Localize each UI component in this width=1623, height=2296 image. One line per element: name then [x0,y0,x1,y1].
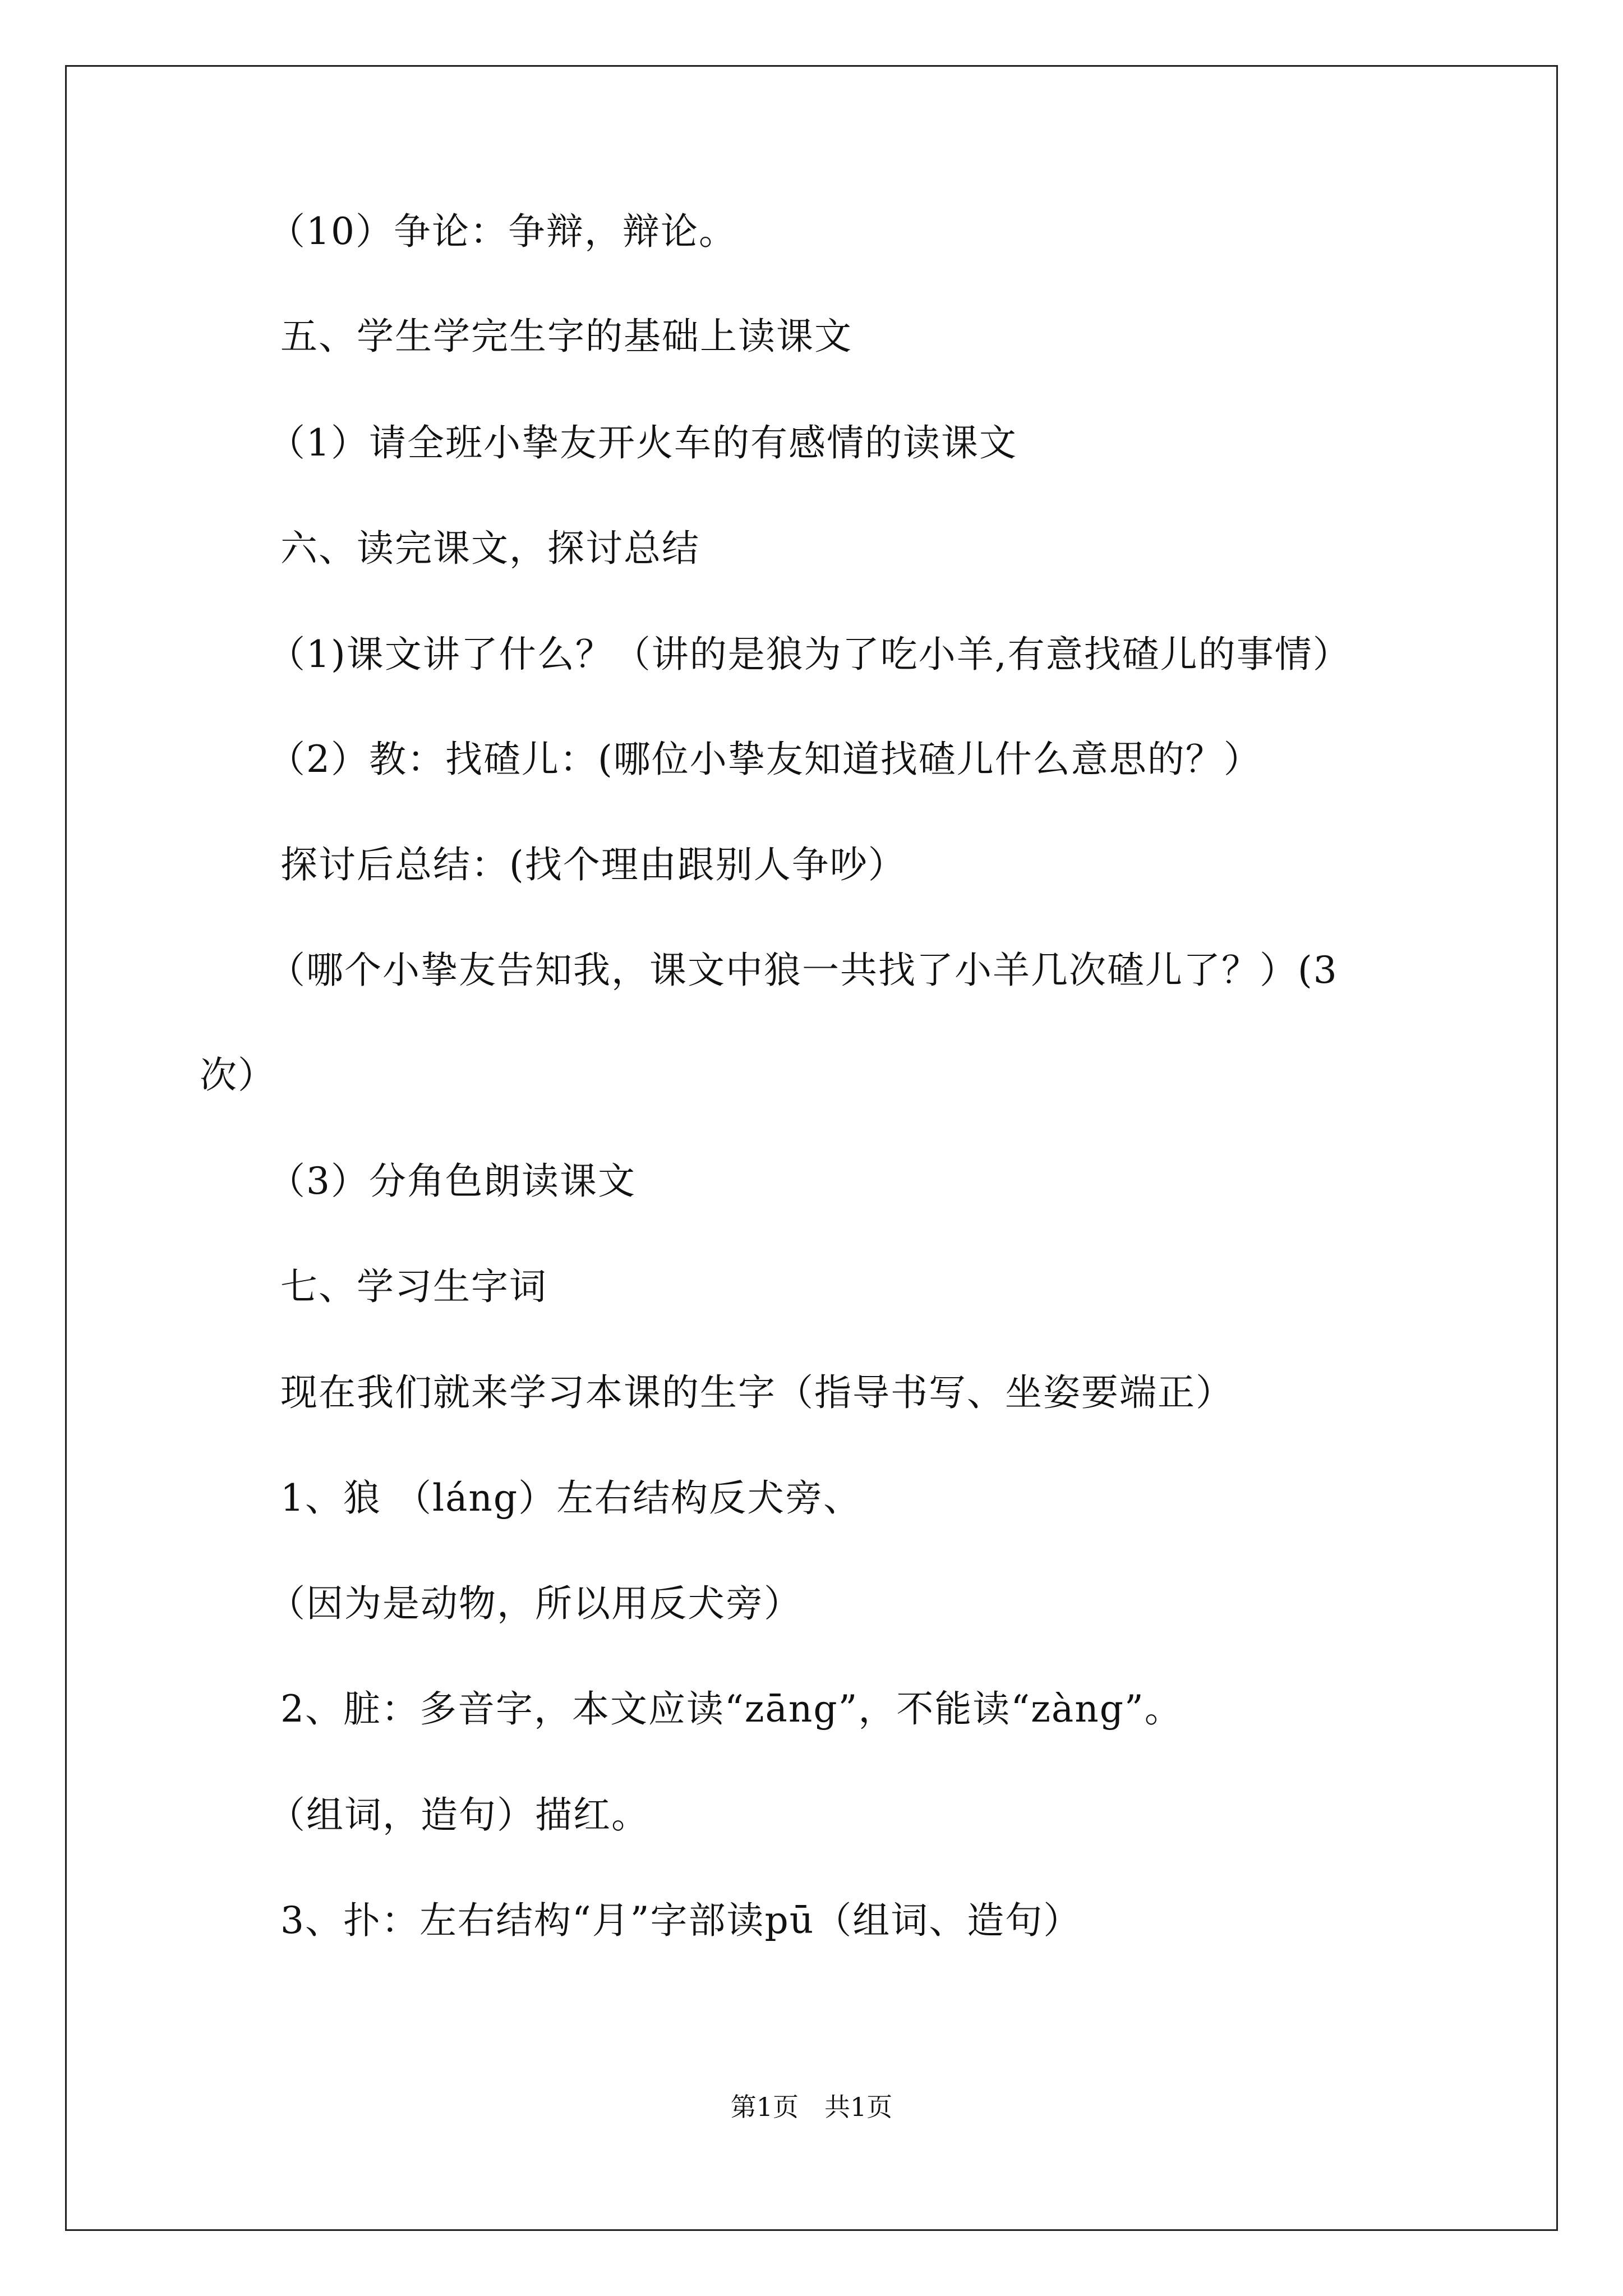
text-line: （1)课文讲了什么？（讲的是狼为了吃小羊,有意找碴儿的事情） [268,633,1351,676]
text-line: 1、狼 （láng）左右结构反犬旁、 [280,1476,862,1520]
text-line: （3）分角色朗读课文 [268,1159,636,1203]
text-line: （10）争论：争辩，辩论。 [268,210,737,253]
text-line: 2、脏：多音字，本文应读“zāng”，不能读“zàng”。 [280,1687,1183,1731]
text-line: 次） [200,1053,276,1097]
text-line: （2）教：找碴儿：(哪位小挚友知道找碴儿什么意思的？） [268,738,1262,781]
section-heading: 五、学生学完生字的基础上读课文 [280,315,852,358]
text-line: 现在我们就来学习本课的生字（指导书写、坐姿要端正） [280,1371,1234,1414]
page-footer: 第1页 共1页 [730,2092,893,2122]
text-line: 3、扑：左右结构“月”字部读pū（组词、造句） [280,1899,1082,1942]
text-line: （因为是动物，所以用反犬旁） [268,1582,802,1625]
section-heading: 七、学习生字词 [280,1265,547,1308]
text-line: （1）请全班小挚友开火车的有感情的读课文 [268,421,1017,464]
text-line: （组词，造句）描红。 [268,1793,649,1837]
section-heading: 六、读完课文，探讨总结 [280,527,700,570]
text-line: （哪个小挚友告知我，课文中狼一共找了小羊几次碴儿了？）(3 [268,949,1338,992]
text-line: 探讨后总结：(找个理由跟别人争吵） [280,843,906,886]
